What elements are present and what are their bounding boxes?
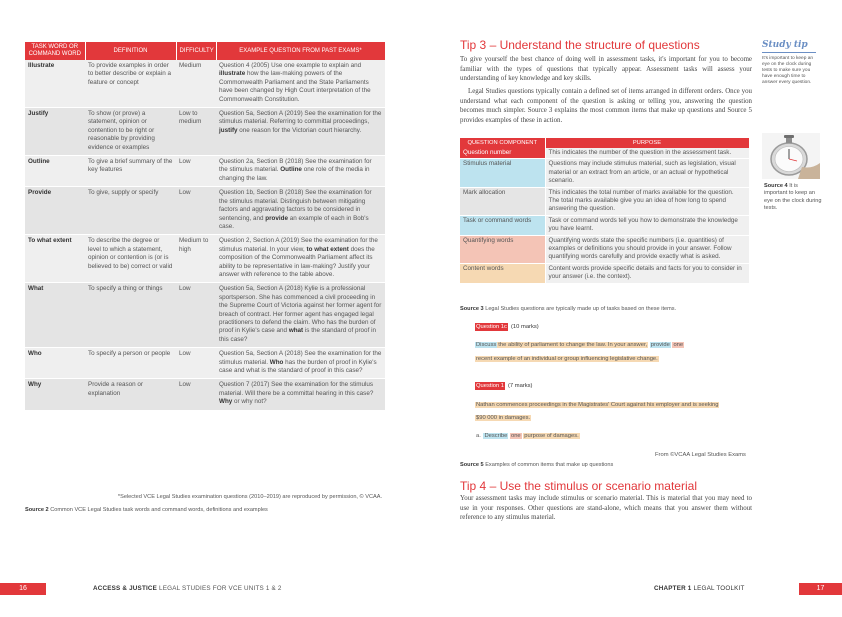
header-definition: DEFINITION xyxy=(85,42,176,60)
example1-content-2: recent example of an individual or group influencing legislative change. xyxy=(476,356,658,362)
source3-label: Source 3 xyxy=(460,306,484,312)
example-question xyxy=(216,156,385,187)
page-number-left: 16 xyxy=(0,583,46,595)
question-component: Stimulus material xyxy=(460,159,545,187)
example2-marks: (7 marks) xyxy=(508,383,533,389)
table-row xyxy=(25,156,385,187)
header-question-component: QUESTION COMPONENT xyxy=(460,138,545,148)
question-component: Quantifying words xyxy=(460,235,545,263)
example-command-word: what xyxy=(288,327,304,335)
example2-stimulus-2: $90 000 in damages. xyxy=(476,415,531,421)
example1-line-2 xyxy=(475,355,659,364)
header-example: EXAMPLE QUESTION FROM PAST EXAMS* xyxy=(216,42,385,60)
example-text: an example of each in Bob's case. xyxy=(219,214,369,230)
difficulty: Low xyxy=(176,187,216,235)
definition: To give, supply or specify xyxy=(85,187,176,235)
example-command-word: justify xyxy=(219,126,238,134)
study-tip-divider xyxy=(762,52,816,53)
tip3-paragraph-2: Legal Studies questions typically contain a defined set of items arranged in different orders. Once you understand what each component of the question is asking or telling you, answering the question becomes much simpler. Source 3 explains the most common items that make up questions and Source 5 provides examples of these in action. xyxy=(460,88,752,124)
example-command-word: Why xyxy=(219,398,233,406)
question-component: Mark allocation xyxy=(460,187,545,215)
example-text: Question 5a, Section A (2018) Kylie is a professional sportsperson. She has commenced a civil proceeding in the Supreme Court of Victoria against her former agent for breach of contract. Her former agent has engaged legal practitioners to defend the claim. Who has the burden of proof in Kylie's case and xyxy=(219,285,382,335)
command-word: Why xyxy=(25,379,85,410)
example-text: Question 7 (2017) See the examination for the stimulus material. Will there be a committal hearing in this case? xyxy=(219,381,374,397)
example-text: one role of the media in changing the law. xyxy=(219,166,370,182)
definition: To give a brief summary of the key features xyxy=(85,156,176,187)
footer-chapter-bold: CHAPTER 1 xyxy=(654,585,692,592)
example-text: Question 5a, Section A (2018) See the examination for the stimulus material. xyxy=(219,350,382,366)
example-question xyxy=(216,348,385,379)
component-header-row xyxy=(460,138,749,148)
definition: Provide a reason or explanation xyxy=(85,379,176,410)
source4-text: It is important to keep an eye on the clock during tests. xyxy=(764,183,822,212)
footer-book-title-bold: ACCESS & JUSTICE xyxy=(93,585,158,592)
study-tip-text: It's important to keep an eye on the clock during tests to make sure you have enough time to answer every question. xyxy=(762,56,814,86)
source3-text: Legal Studies questions are typically made up of tasks based on these items. xyxy=(485,306,677,312)
difficulty: Low xyxy=(176,283,216,348)
header-task-word: TASK WORD OR COMMAND WORD xyxy=(25,42,85,60)
example-command-word: Outline xyxy=(280,166,302,174)
caption-label: Source 2 xyxy=(25,507,49,513)
example-text: how the law-making powers of the Commonwealth Parliament and the State Parliaments have been changed by High Court interpretation of the Commonwealth Constitution. xyxy=(219,70,371,103)
example-command-word: illustrate xyxy=(219,70,246,78)
question-component-table xyxy=(460,138,750,284)
example-text: Question 2a, Section B (2018) See the examination for the stimulus material. xyxy=(219,158,372,174)
example-command-word: Who xyxy=(269,358,284,366)
component-purpose: This indicates the number of the question in the assessment task. xyxy=(545,148,749,159)
command-word: Justify xyxy=(25,108,85,156)
source4-caption xyxy=(764,183,822,213)
difficulty: Low xyxy=(176,379,216,410)
tip4-paragraph-1: Your assessment tasks may include stimulus or scenario material. This is material that you may need to use in your responses. Other questions are stand-alone, which means that you answer them without reference to any stimulus material. xyxy=(460,495,752,522)
table-row xyxy=(25,60,385,108)
component-purpose: Quantifying words state the specific numbers (i.e. quantities) of examples or definitions you should provide in your answer. Follow quantifying words carefully and provide exactly what is asked. xyxy=(545,235,749,263)
example2-line-2 xyxy=(475,414,531,423)
component-row xyxy=(460,215,749,235)
header-difficulty: DIFFICULTY xyxy=(176,42,216,60)
example-text: Question 5a, Section A (2019) See the examination for the stimulus material. Referring to committal proceedings, xyxy=(219,110,382,126)
example-question xyxy=(216,187,385,235)
example-text: or why not? xyxy=(232,398,267,406)
command-word: To what extent xyxy=(25,235,85,283)
example2-question-number: Question 1 xyxy=(476,383,505,389)
example-question xyxy=(216,108,385,156)
footer-chapter-name: LEGAL TOOLKIT xyxy=(691,585,745,592)
example-question xyxy=(216,283,385,348)
table-row xyxy=(25,235,385,283)
table-footnote: *Selected VCE Legal Studies examination questions (2010–2019) are reproduced by permission, © VCAA. xyxy=(117,494,382,500)
component-row xyxy=(460,187,749,215)
command-word: Outline xyxy=(25,156,85,187)
study-tip-title: Study tip xyxy=(762,40,808,50)
definition: To describe the degree or level to which a statement, opinion or contention is (or is believed to be) correct or valid xyxy=(85,235,176,283)
component-purpose: Task or command words tell you how to demonstrate the knowledge you have learnt. xyxy=(545,215,749,235)
footer-book-subtitle: LEGAL STUDIES FOR VCE UNITS 1 & 2 xyxy=(157,585,282,592)
table-header-row xyxy=(25,42,385,60)
tip3-paragraph-1: To give yourself the best chance of doing well in assessment tasks, it's important for you to become familiar with the types of questions that typically appear. Assessment tasks will assess your understanding of key knowledge and key skills. xyxy=(460,56,752,83)
component-purpose: This indicates the total number of marks available for the question. The total marks available give you an idea of how long to spend answering the question. xyxy=(545,187,749,215)
example1-marks: (10 marks) xyxy=(511,324,539,330)
example2-quantifier: one xyxy=(510,433,521,439)
tip4-heading: Tip 4 – Use the stimulus or scenario material xyxy=(460,479,697,493)
example1-question-number: Question 1c xyxy=(476,324,507,330)
definition: To specify a thing or things xyxy=(85,283,176,348)
table-row xyxy=(25,379,385,410)
example-text: does the composition of the Commonwealth Parliament affect its ability to be representative in law-making? Justify your answer with reference to the table above. xyxy=(219,245,375,278)
example2-task-word: Describe xyxy=(484,433,508,439)
example-text: one reason for the Victorian court hierarchy. xyxy=(237,126,362,134)
definition: To show (or prove) a statement, opinion or contention to be right or reasonable by providing evidence or examples xyxy=(85,108,176,156)
example-command-word: to what extent xyxy=(306,245,349,253)
page-number-right: 17 xyxy=(799,583,842,595)
caption-text: Common VCE Legal Studies task words and command words, definitions and examples xyxy=(50,507,268,513)
definition: To specify a person or people xyxy=(85,348,176,379)
example2-line-3 xyxy=(475,432,580,441)
source5-text: Examples of common items that make up questions xyxy=(485,462,614,468)
example1-task-word: Discuss xyxy=(476,342,497,348)
question-component: Task or command words xyxy=(460,215,545,235)
source2-caption xyxy=(25,507,268,513)
example1-line-1 xyxy=(475,341,684,350)
difficulty: Low to medium xyxy=(176,108,216,156)
example2-content: purpose of damages. xyxy=(524,433,579,439)
command-word: Who xyxy=(25,348,85,379)
table-row xyxy=(25,348,385,379)
example1-quantifier: one xyxy=(673,342,684,348)
example-question xyxy=(216,379,385,410)
difficulty: Medium to high xyxy=(176,235,216,283)
source4-label: Source 4 xyxy=(764,183,788,189)
example-question xyxy=(216,235,385,283)
example1-provide-word: provide xyxy=(650,342,670,348)
footer-book-title xyxy=(93,583,282,595)
definition: To provide examples in order to better describe or explain a feature or concept xyxy=(85,60,176,108)
example-text: Question 4 (2005) Use one example to explain and xyxy=(219,62,362,69)
component-row xyxy=(460,235,749,263)
example2-line-1 xyxy=(475,401,719,410)
component-row xyxy=(460,263,749,283)
example-text: Question 2, Section A (2019) See the examination for the stimulus material. In your view, xyxy=(219,237,378,253)
difficulty: Low xyxy=(176,156,216,187)
command-word: Provide xyxy=(25,187,85,235)
example-question xyxy=(216,60,385,108)
footer-chapter-title xyxy=(654,583,745,595)
example-command-word: provide xyxy=(265,214,288,222)
source5-label: Source 5 xyxy=(460,462,484,468)
example-text: is the standard of proof in this case? xyxy=(219,327,376,343)
example-text: has the burden of proof in Kylie's case and what is the standard of proof in this case? xyxy=(219,358,377,374)
component-purpose: Questions may include stimulus material, such as legislation, visual material or an extract from an article, or an actual or hypothetical scenario. xyxy=(545,159,749,187)
question-component: Content words xyxy=(460,263,545,283)
example2-stimulus-1: Nathan commences proceedings in the Magistrates' Court against his employer and is seeking xyxy=(476,402,719,408)
example-text: Question 1b, Section B (2018) See the examination for the stimulus material. Distinguish between mitigating factors and aggravating factors to be considered in sentencing, and xyxy=(219,189,372,222)
component-purpose: Content words provide specific details and facts for you to consider in your answer (i.e. the context). xyxy=(545,263,749,283)
component-row xyxy=(460,148,749,159)
vcaa-credit: From ©VCAA Legal Studies Exams xyxy=(655,452,746,458)
command-word: What xyxy=(25,283,85,348)
command-word: Illustrate xyxy=(25,60,85,108)
question-component: Question number xyxy=(460,148,545,159)
example1-content-1: the ability of parliament to change the law. In your answer, xyxy=(498,342,648,348)
example2-part-label: a. xyxy=(476,433,481,439)
tip3-heading: Tip 3 – Understand the structure of questions xyxy=(460,38,700,52)
source5-caption xyxy=(460,462,613,468)
table-row xyxy=(25,283,385,348)
source3-caption xyxy=(460,306,676,312)
stopwatch-image xyxy=(762,133,820,179)
table-row xyxy=(25,108,385,156)
difficulty: Low xyxy=(176,348,216,379)
header-purpose: PURPOSE xyxy=(545,138,749,148)
table-row xyxy=(25,187,385,235)
component-row xyxy=(460,159,749,187)
difficulty: Medium xyxy=(176,60,216,108)
command-words-table xyxy=(25,42,386,411)
